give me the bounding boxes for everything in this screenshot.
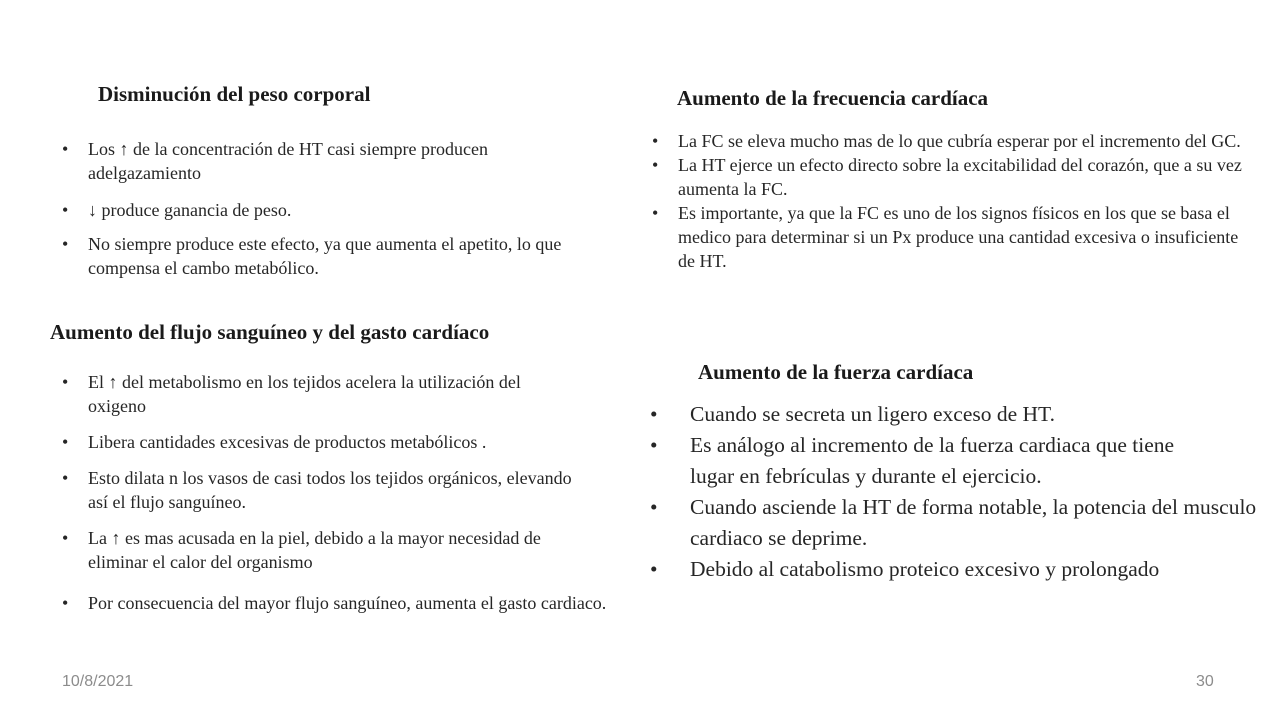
list-heart-force <box>650 399 1265 585</box>
bullet-text: Cuando asciende la HT de forma notable, la potencia del musculo cardiaco se deprime. <box>690 495 1257 550</box>
bullet-marker: • <box>62 200 69 220</box>
bullet-marker: • <box>650 557 658 581</box>
bullet-marker: • <box>652 131 659 151</box>
list-item <box>650 492 1265 554</box>
list-item <box>62 526 598 574</box>
bullet-text: Libera cantidades excesivas de productos metabólicos . <box>88 432 487 452</box>
list-blood-flow <box>62 370 622 615</box>
list-item <box>62 232 582 280</box>
list-item <box>62 370 568 418</box>
heading-heart-force: Aumento de la fuerza cardíaca <box>698 360 974 384</box>
heading-heart-rate: Aumento de la frecuencia cardíaca <box>677 86 989 110</box>
bullet-marker: • <box>650 433 658 457</box>
bullet-marker: • <box>62 432 69 452</box>
bullet-marker: • <box>650 402 658 426</box>
bullet-marker: • <box>62 139 69 159</box>
list-item <box>650 399 1265 430</box>
bullet-text: Cuando se secreta un ligero exceso de HT. <box>690 402 1055 426</box>
page-number: 30 <box>1196 673 1214 690</box>
bullet-text: El ↑ del metabolismo en los tejidos acelera la utilización del oxigeno <box>88 372 521 416</box>
bullet-text: Esto dilata n los vasos de casi todos los tejidos orgánicos, elevando así el flujo sanguíneo. <box>88 468 572 512</box>
heading-weight-loss: Disminución del peso corporal <box>98 82 371 106</box>
list-item <box>62 198 582 222</box>
heading-blood-flow: Aumento del flujo sanguíneo y del gasto cardíaco <box>50 320 490 344</box>
bullet-text: ↓ produce ganancia de peso. <box>88 200 292 220</box>
list-weight-loss <box>62 137 582 280</box>
bullet-marker: • <box>652 155 659 175</box>
bullet-text: Debido al catabolismo proteico excesivo y prolongado <box>690 557 1160 581</box>
bullet-text: No siempre produce este efecto, ya que aumenta el apetito, lo que compensa el cambo metabólico. <box>88 234 562 278</box>
list-heart-rate <box>652 129 1252 273</box>
list-item <box>62 591 648 615</box>
bullet-text: La HT ejerce un efecto directo sobre la excitabilidad del corazón, que a su vez aumenta la FC. <box>678 155 1242 199</box>
bullet-marker: • <box>62 234 69 254</box>
list-item <box>652 129 1248 153</box>
bullet-text: La FC se eleva mucho mas de lo que cubría esperar por el incremento del GC. <box>678 131 1241 151</box>
footer-date: 10/8/2021 <box>62 673 134 690</box>
bullet-text: La ↑ es mas acusada en la piel, debido a la mayor necesidad de eliminar el calor del organismo <box>88 528 541 572</box>
bullet-text: Por consecuencia del mayor flujo sanguíneo, aumenta el gasto cardiaco. <box>88 593 607 613</box>
list-item <box>652 153 1248 201</box>
list-item <box>650 430 1210 492</box>
bullet-marker: • <box>62 372 69 392</box>
bullet-marker: • <box>62 468 69 488</box>
list-item <box>62 137 582 185</box>
bullet-text: Es importante, ya que la FC es uno de los signos físicos en los que se basa el medico para determinar si un Px produce una cantidad excesiva o insuficiente de HT. <box>678 203 1239 271</box>
list-item <box>650 554 1160 585</box>
list-item <box>62 430 622 454</box>
bullet-text: Es análogo al incremento de la fuerza cardiaca que tiene lugar en febrículas y durante el ejercicio. <box>690 433 1175 488</box>
list-item <box>652 201 1248 273</box>
list-item <box>62 466 588 514</box>
bullet-text: Los ↑ de la concentración de HT casi siempre producen adelgazamiento <box>88 139 489 183</box>
bullet-marker: • <box>650 495 658 519</box>
bullet-marker: • <box>652 203 659 223</box>
bullet-marker: • <box>62 593 69 613</box>
bullet-marker: • <box>62 528 69 548</box>
